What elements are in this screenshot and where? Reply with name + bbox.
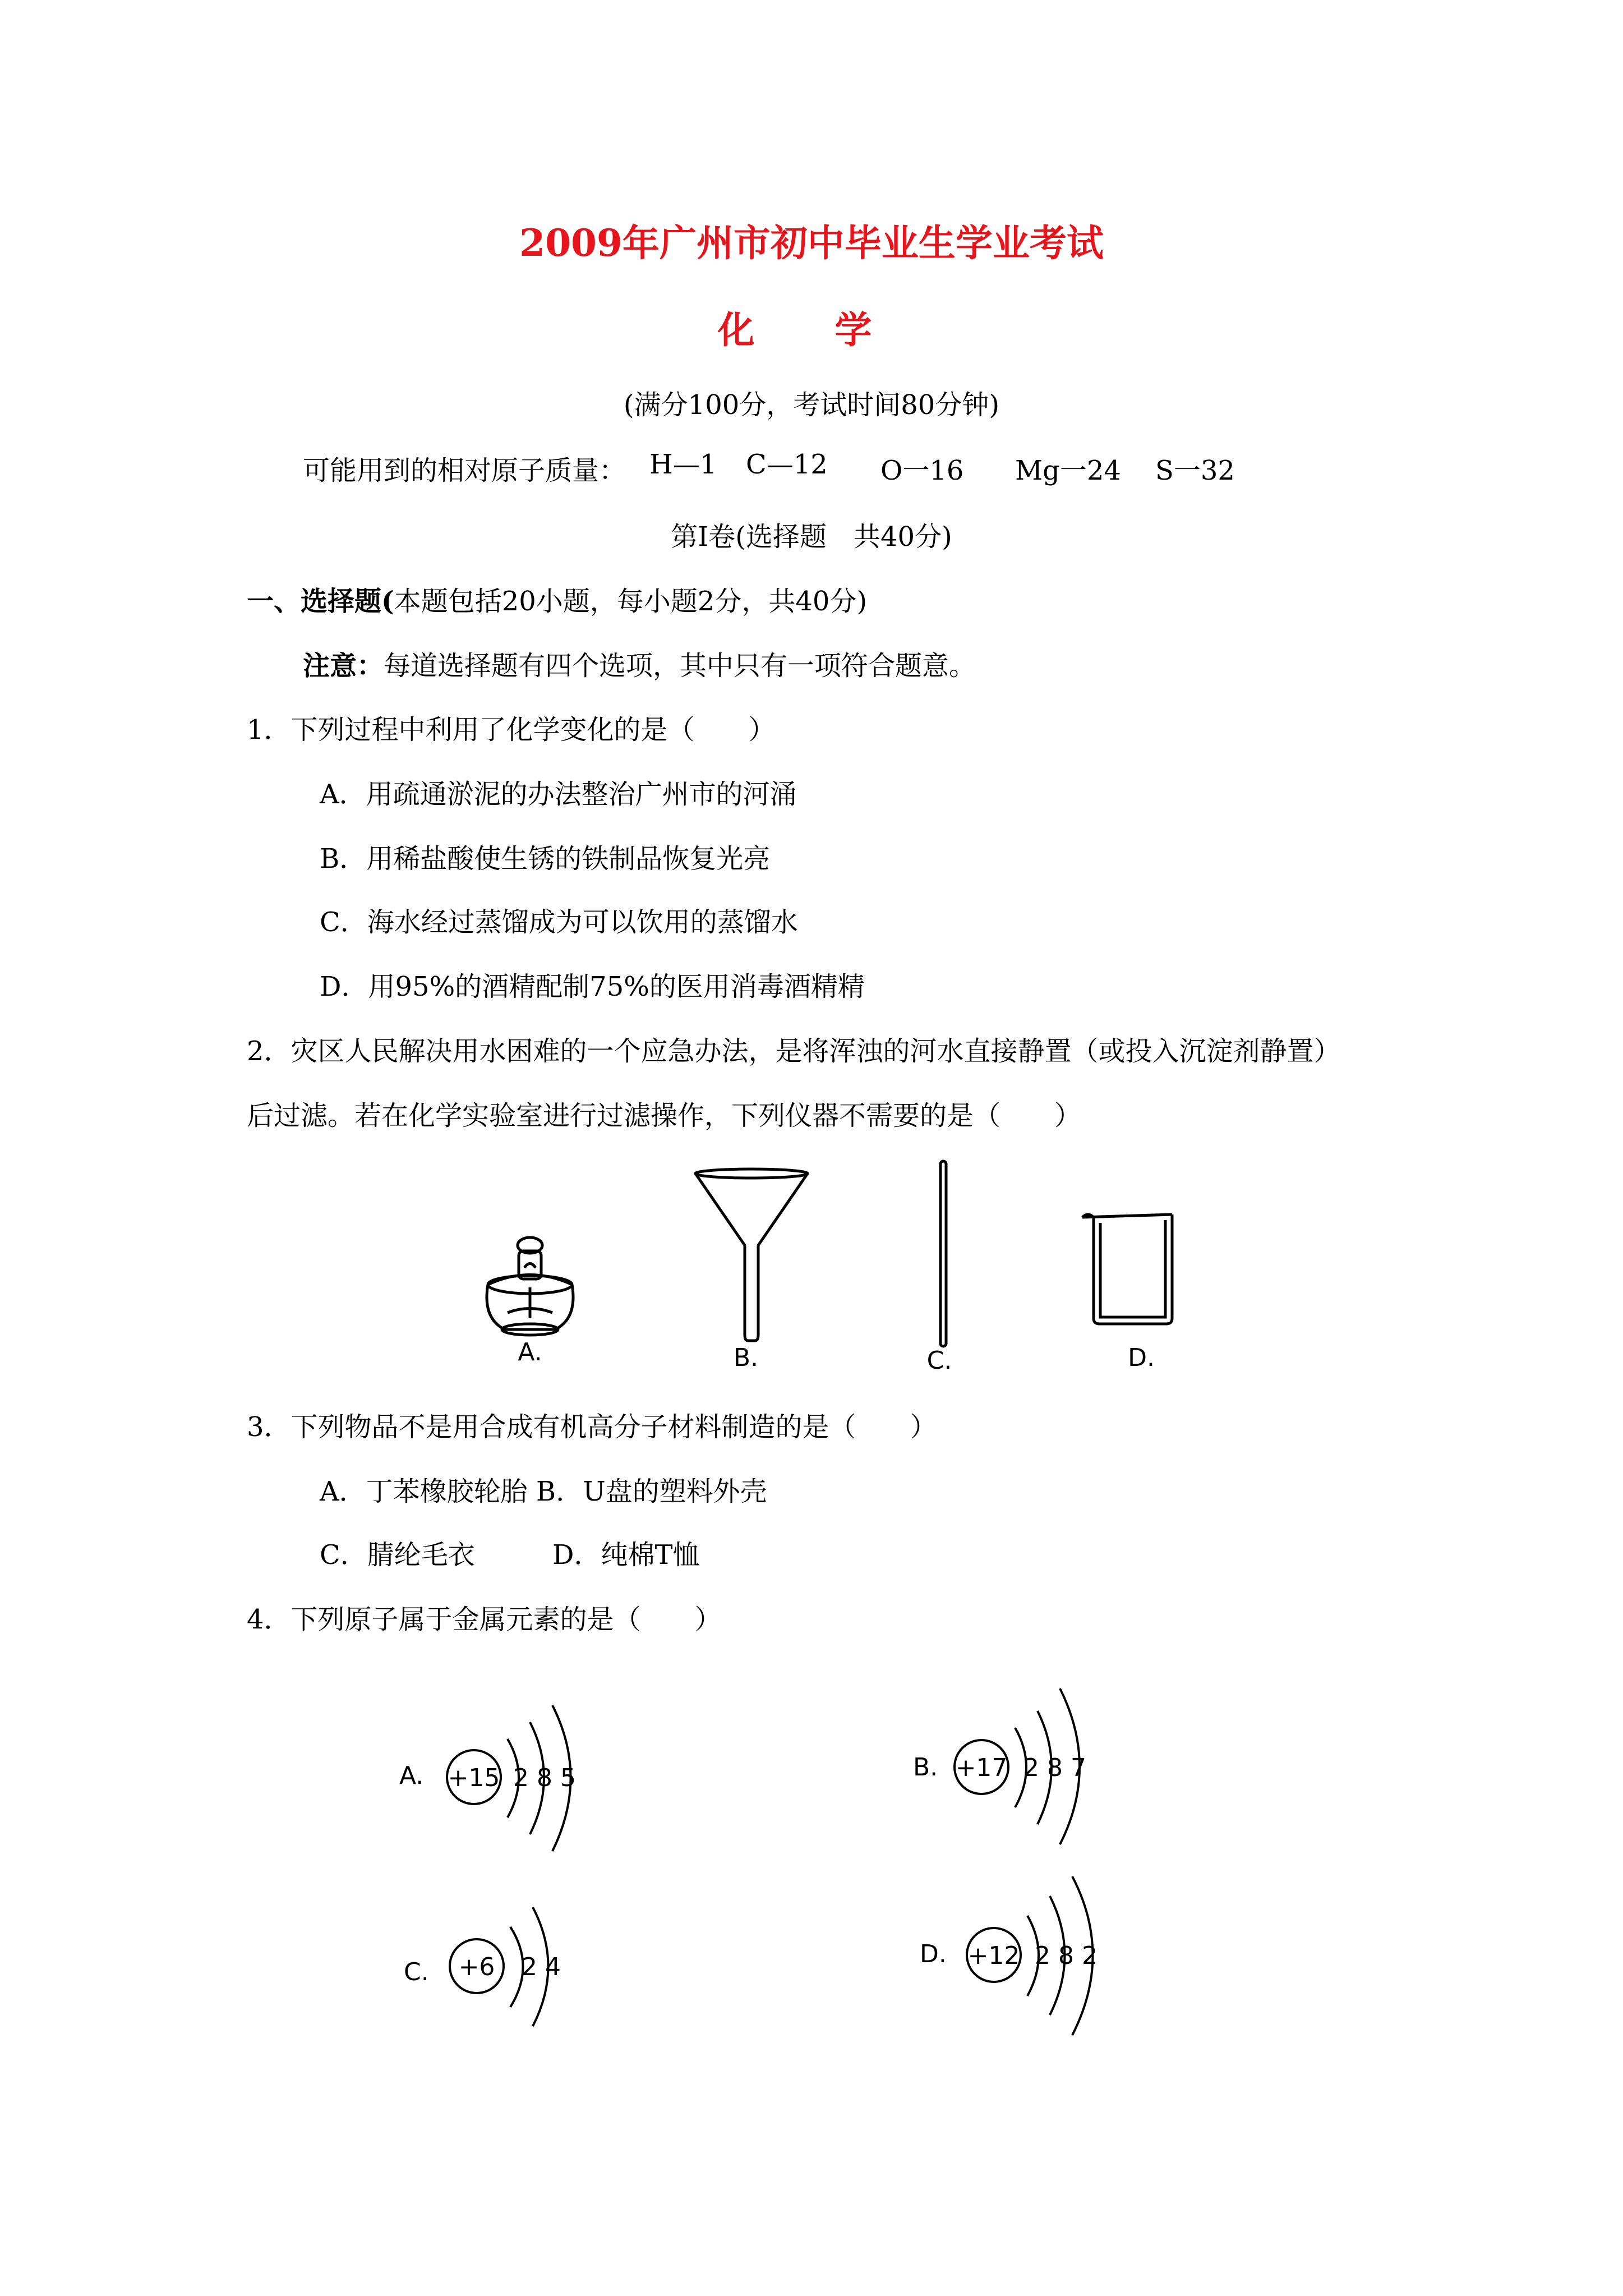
atom-shells-a: 2 8 5: [513, 1764, 576, 1792]
note-label: 注意：: [303, 650, 384, 682]
atomic-mass-s: S一32: [1155, 455, 1235, 486]
section-note: [303, 644, 976, 683]
volume-heading: 第Ⅰ卷(选择题 共40分): [671, 521, 952, 553]
atom-label-c: C.: [404, 1958, 429, 1986]
question-3-option-d: D．纯棉T恤: [552, 1539, 700, 1571]
atomic-mass-c: C—12: [746, 449, 828, 480]
exam-info: (满分100分，考试时间80分钟): [623, 389, 1000, 421]
atom-diagram-c: [404, 1907, 561, 2026]
exam-title: 2009年广州市初中毕业生学业考试: [519, 221, 1104, 265]
atom-label-b: B.: [913, 1753, 938, 1782]
atom-diagram-b: [913, 1688, 1086, 1844]
atom-shells-d: 2 8 2: [1035, 1941, 1098, 1970]
atom-label-d: D.: [920, 1940, 947, 1968]
question-1-option-c: C．海水经过蒸馏成为可以饮用的蒸馏水: [320, 907, 798, 938]
beaker-icon: [1082, 1214, 1172, 1324]
atomic-mass-mg: Mg一24: [1015, 455, 1121, 486]
atom-structure-figure: [0, 1655, 1623, 2059]
apparatus-label-d: D.: [1128, 1343, 1155, 1372]
atom-nucleus-a: +15: [448, 1764, 500, 1792]
atom-nucleus-d: +12: [967, 1941, 1020, 1970]
question-3-stem: 3．下列物品不是用合成有机高分子材料制造的是（ ）: [247, 1411, 937, 1443]
apparatus-label-b: B.: [733, 1343, 759, 1372]
atomic-mass-h: H—1: [649, 449, 717, 480]
apparatus-label-c: C.: [926, 1346, 952, 1375]
question-1-option-b: B．用稀盐酸使生锈的铁制品恢复光亮: [320, 843, 771, 875]
question-3-options-line1: A．丁苯橡胶轮胎 B．U盘的塑料外壳: [320, 1476, 767, 1507]
subject-title: 化 学: [717, 308, 906, 352]
question-1-stem: 1．下列过程中利用了化学变化的是（ ）: [247, 714, 776, 746]
atomic-mass-o: O一16: [880, 455, 964, 486]
atom-diagram-a: [399, 1705, 576, 1851]
question-2-stem-line2: 后过滤。若在化学实验室进行过滤操作，下列仪器不需要的是（ ）: [247, 1100, 1082, 1131]
atomic-mass-prefix: 可能用到的相对原子质量：: [303, 455, 626, 486]
atom-shells-b: 2 8 7: [1023, 1754, 1086, 1782]
question-3-option-c: C．腈纶毛衣: [320, 1539, 475, 1571]
alcohol-lamp-icon: [487, 1237, 573, 1335]
question-1-option-a: A．用疏通淤泥的办法整治广州市的河涌: [320, 779, 797, 810]
atom-label-a: A.: [399, 1761, 424, 1790]
atom-nucleus-c: +6: [458, 1953, 495, 1981]
section-heading: [247, 579, 867, 618]
glass-rod-icon: [940, 1161, 946, 1346]
note-text: 每道选择题有四个选项，其中只有一项符合题意。: [384, 650, 976, 682]
question-2-stem-line1: 2．灾区人民解决用水困难的一个应急办法，是将浑浊的河水直接静置（或投入沉淀剂静置）: [247, 1036, 1341, 1067]
atom-shells-c: 2 4: [522, 1953, 561, 1981]
funnel-icon: [695, 1169, 808, 1341]
question-4-stem: 4．下列原子属于金属元素的是（ ）: [247, 1604, 722, 1635]
question-1-option-d: D．用95%的酒精配制75%的医用消毒酒精精: [320, 971, 865, 1002]
apparatus-label-a: A.: [518, 1338, 542, 1366]
section-heading-bold: 一、选择题(: [247, 586, 394, 617]
atom-nucleus-b: +17: [955, 1754, 1008, 1782]
atom-diagram-d: [920, 1876, 1098, 2035]
section-heading-rest: 本题包括20小题，每小题2分，共40分): [394, 586, 868, 617]
filtration-apparatus-figure: [0, 1150, 1623, 1391]
